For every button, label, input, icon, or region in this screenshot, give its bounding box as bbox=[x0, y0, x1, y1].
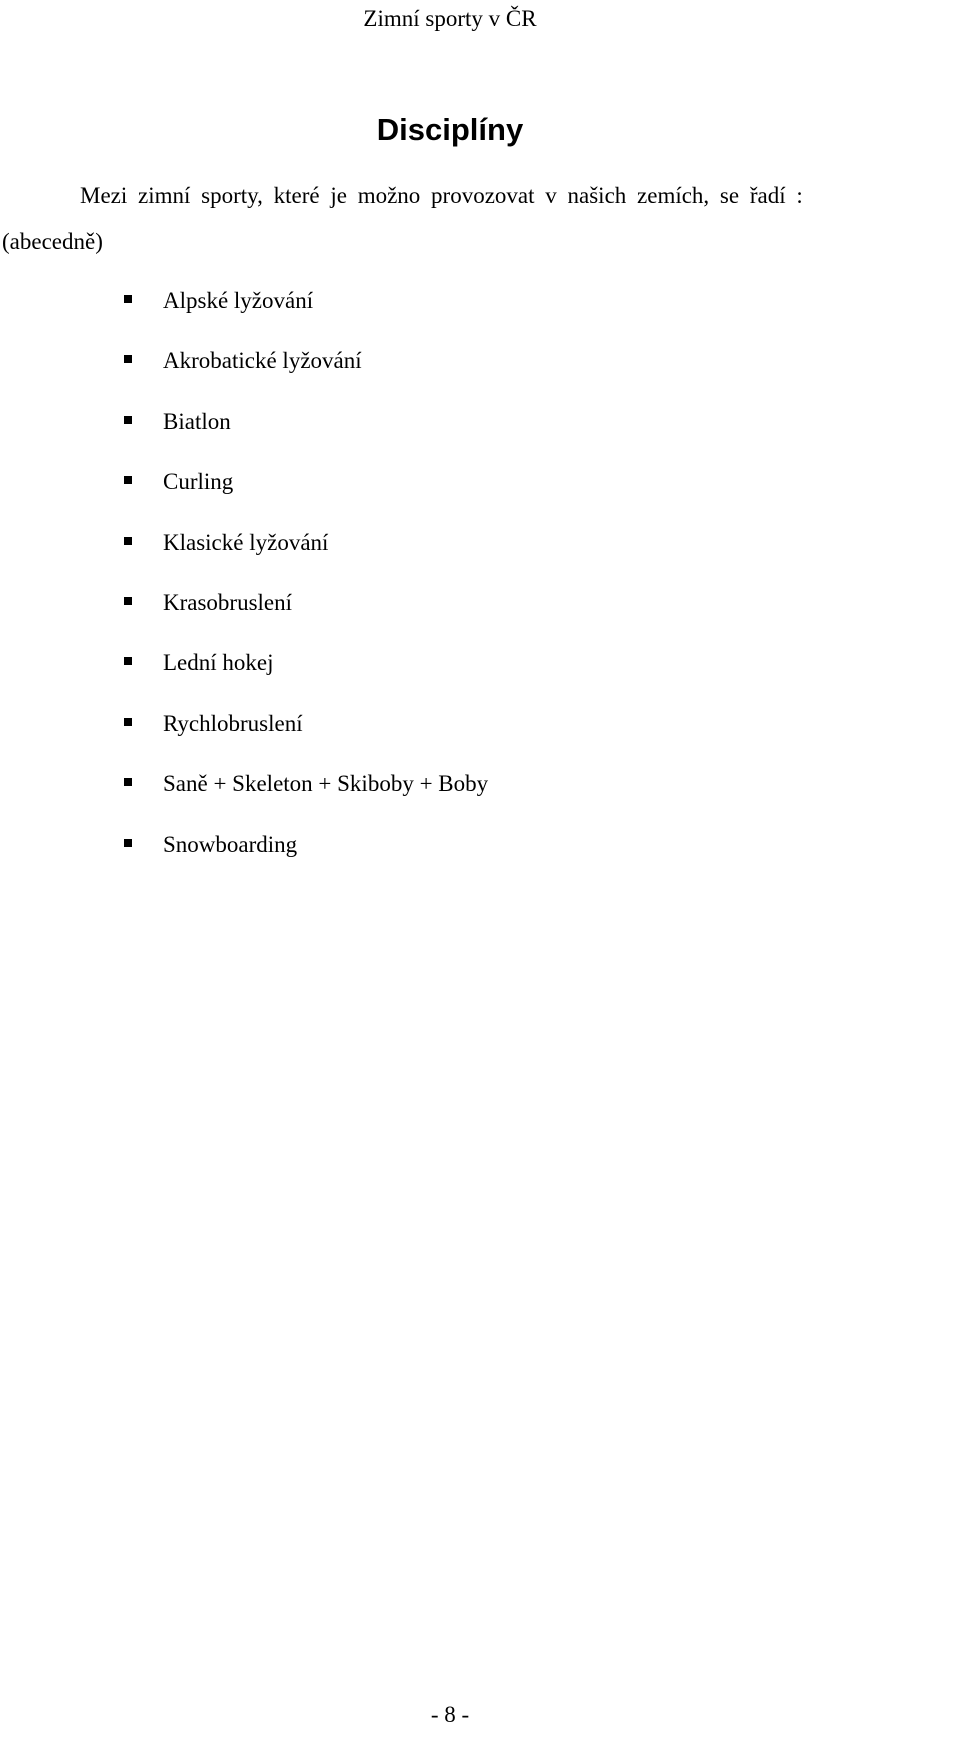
list-item-label: Alpské lyžování bbox=[163, 288, 314, 313]
square-bullet-icon bbox=[124, 295, 132, 303]
square-bullet-icon bbox=[124, 416, 132, 424]
list-item-label: Snowboarding bbox=[163, 831, 298, 857]
page-number: - 8 - bbox=[430, 1702, 470, 1727]
square-bullet-icon bbox=[124, 355, 132, 363]
list-item-label: Lední hokej bbox=[163, 650, 274, 676]
square-bullet-icon bbox=[124, 597, 132, 605]
square-bullet-icon bbox=[124, 537, 132, 545]
square-bullet-icon bbox=[124, 778, 132, 786]
square-bullet-icon bbox=[124, 657, 132, 665]
list-item-label: Rychlobruslení bbox=[163, 710, 303, 736]
list-item-label: Saně + Skeleton + Skiboby + Boby bbox=[163, 771, 489, 797]
running-header: Zimní sporty v ČR bbox=[363, 6, 537, 31]
square-bullet-icon bbox=[124, 839, 132, 847]
intro-paragraph-line-1: Mezi zimní sporty, které je možno provozovat v našich zemích, se řadí : bbox=[80, 183, 803, 208]
list-item-label: Klasické lyžování bbox=[163, 529, 329, 555]
list-item-label: Akrobatické lyžování bbox=[163, 348, 362, 374]
list-item-label: Biatlon bbox=[163, 408, 231, 434]
list-item-label: Krasobruslení bbox=[163, 589, 293, 615]
section-title: Disciplíny bbox=[376, 112, 524, 147]
square-bullet-icon bbox=[124, 718, 132, 726]
intro-paragraph-line-2: (abecedně) bbox=[2, 229, 103, 254]
square-bullet-icon bbox=[124, 476, 132, 484]
list-item-label: Curling bbox=[163, 469, 234, 495]
